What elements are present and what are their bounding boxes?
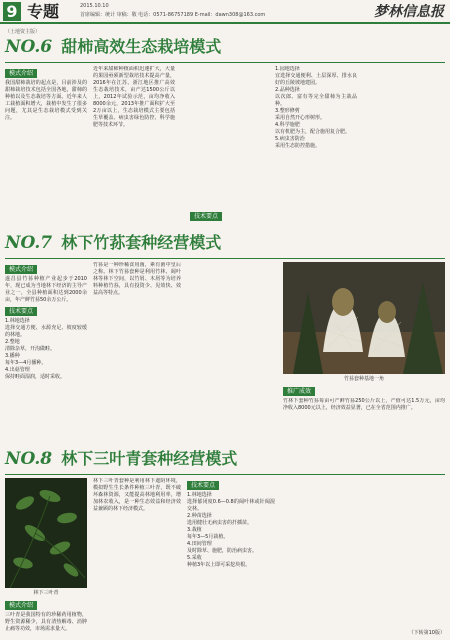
page-header xyxy=(0,0,450,24)
section7-col1 xyxy=(5,262,87,442)
section8-photo-caption: 林下三叶青 xyxy=(33,590,59,596)
section8-col4 xyxy=(281,478,359,638)
section7-photo-caption: 竹荪套种基地一角 xyxy=(343,376,384,382)
divider xyxy=(5,474,445,475)
section8-col2 xyxy=(93,478,181,638)
bamboo-fungus-photo xyxy=(283,262,445,374)
edition-tag: （土地资主版） xyxy=(5,29,41,35)
section8-col3 xyxy=(187,478,275,638)
section7-title: 林下竹荪套种经营模式 xyxy=(61,233,222,252)
section8-heading xyxy=(5,448,445,472)
section6-title: 甜柿高效生态栽培模式 xyxy=(61,37,222,56)
section6-body: 近年来甜柿种植面积迅速扩大，大量的果园亟须新型栽培技术提高产量，2016年在江苏、浙江地区推广高效生态栽培技术，亩产达1500公斤以上，2012年试验示范，亩均净收入8000余元，2013年推广面积扩大至2万亩以上，生态栽培模式主要包括生草覆盖、病虫害绿色防控、科学施肥等技术环节。 xyxy=(93,66,175,128)
section7-col2 xyxy=(93,262,181,442)
section6-heading xyxy=(5,36,445,60)
continued-note: （下转第10版） xyxy=(408,630,445,636)
section7-mode-tag: 模式介绍 xyxy=(5,265,37,274)
section-name: 专题 xyxy=(27,2,60,21)
section6-mode-tag: 模式介绍 xyxy=(5,69,37,78)
section8-points: 1.林地选择 选择郁闭度0.6—0.8的阔叶林或针阔混交林。 2.种苗选择 选用健壮无病虫害的扦插苗。 3.栽植 每年3—5月栽植。 4.田间管理 及时除草、施肥，防治病虫害。 5.采收 种植3年以上即可采挖块根。 xyxy=(187,492,275,568)
section7-number: NO.7 xyxy=(5,233,53,253)
section7-col3 xyxy=(187,262,277,442)
section8-body: 林下三叶青套种是利用林下遮阴环境，模拟野生生长条件种植三叶青，既不破坏森林资源，又能提高林地利用率，增加林农收入，是一种生态效益和经济效益兼顾的林下经济模式。 xyxy=(93,478,181,512)
section8-number: NO.8 xyxy=(5,449,53,469)
section7-body: 竹荪是一种珍稀食用菌，素有菌中皇后之称。林下竹荪套种是利用竹林、阔叶林等林下空间，以竹屑、木屑等为培养料种植竹荪，具有投资少、见效快、效益高等特点。 xyxy=(93,262,181,296)
header-credits: 首席编辑：统计 审稿：敬 电话：0571-86757189 E-mail：dawn308@163.com xyxy=(80,12,266,18)
section7-promo: 竹林下套种竹荪每亩可产鲜竹荪250公斤以上，产值可达1.5万元，亩均净收入8000元以上，经济效益显著，已在全省范围内推广。 xyxy=(283,398,445,411)
section7-promo-tag: 推广成效 xyxy=(283,387,315,396)
newspaper-name: 梦林信息报 xyxy=(374,4,444,20)
section6-tech-tag: 技术要点 xyxy=(190,212,222,221)
section8-mode-tag: 模式介绍 xyxy=(5,601,37,610)
page-number: 9 xyxy=(3,2,21,21)
section6-intro: 我国甜柿栽培的起点是，目前涉及的甜柿栽培技术包括全国各地，甜柿的种植以及生态栽培等方面。近年来人工栽植面积增大，栽植中发生了很多问题，尤其是生态栽培模式受到关注。 xyxy=(5,80,87,121)
header-date: 2015.10.10 xyxy=(80,3,109,9)
section6-col1 xyxy=(5,66,87,216)
section8-intro: 三叶青是我国特有的珍稀药用植物，野生资源稀少，具有清热解毒、消肿止痛等功效，市场需求量大。 xyxy=(5,612,87,632)
section7-tech-tag: 技术要点 xyxy=(5,307,37,316)
section8-col5 xyxy=(365,478,445,628)
section7-heading xyxy=(5,232,445,256)
section6-col2 xyxy=(93,66,175,216)
section6-points: 1.园地选择 宜选择交通便利、土层深厚、排水良好的丘陵坡地建园。 2.品种选择 以次郎、富有等完全甜柿为主栽品种。 3.整形修剪 采用自然开心形树形。 4.科学施肥 以有机肥为主，配合施用复合肥。 5.病虫害防治 采用生态防控措施。 xyxy=(275,66,357,149)
section8-title: 林下三叶青套种经营模式 xyxy=(61,449,238,468)
divider xyxy=(5,62,445,63)
section8-tech-tag: 技术要点 xyxy=(187,481,219,490)
section6-col5 xyxy=(363,66,445,216)
sanyeqing-photo xyxy=(5,478,87,588)
section6-number: NO.6 xyxy=(5,37,53,57)
section7-points: 1.林地选择 选择交通方便、水源充足、坡度较缓的林地。 2.整地 清除杂草，开沟做畦。 3.播种 每年3—4月播种。 4.出菇管理 保持畦面湿润，适时采收。 xyxy=(5,318,87,380)
section6-body-cont xyxy=(181,66,269,73)
section6-col3 xyxy=(181,66,269,216)
section7-intro: 遂昌县竹荪种植产业起步于2010年，现已成为当地林下经济的主导产业之一，全县种植面积达到2000余亩，年产鲜竹荪50余万公斤。 xyxy=(5,276,87,303)
divider xyxy=(5,258,445,259)
section8-col1 xyxy=(5,598,87,638)
